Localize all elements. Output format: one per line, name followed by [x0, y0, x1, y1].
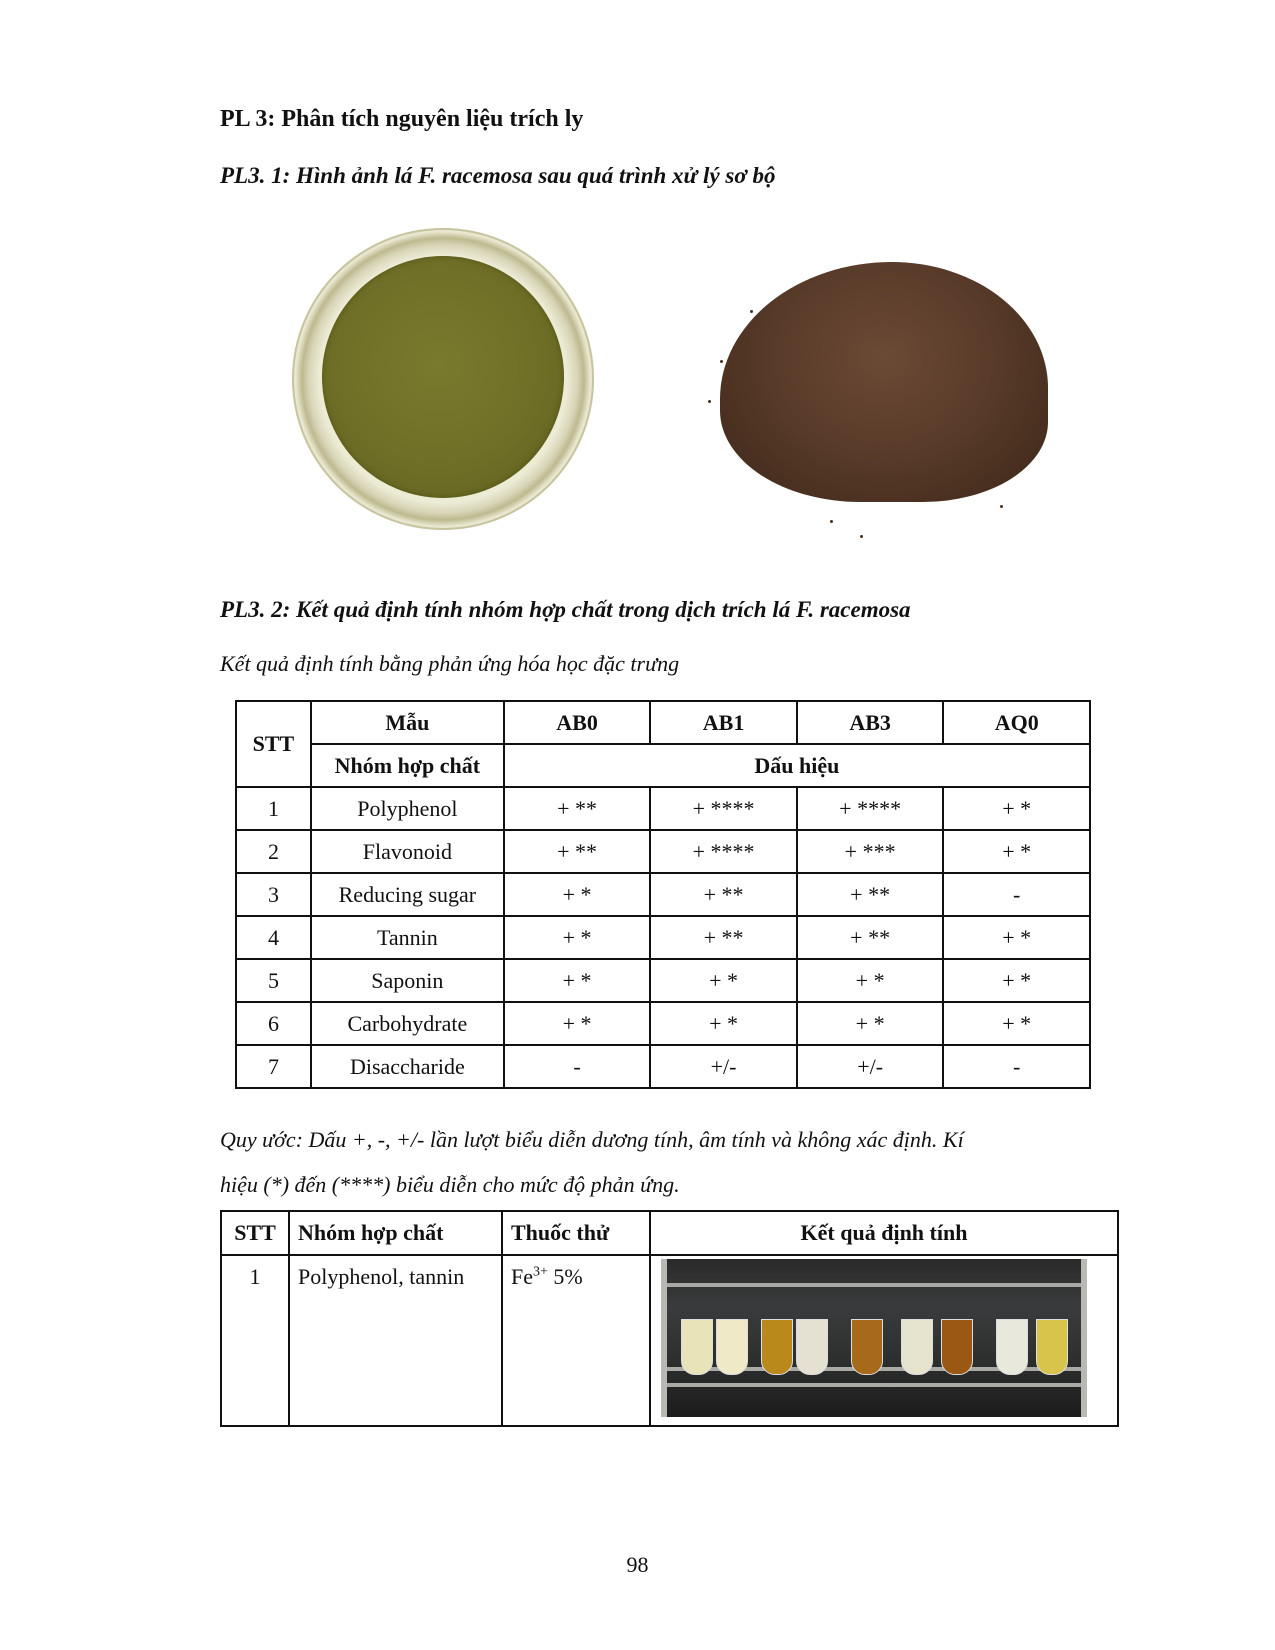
- row-compound: Reducing sugar: [311, 873, 504, 916]
- table-row: [236, 830, 1090, 873]
- legend-note-line-1: Quy ước: Dấu +, -, +/- lần lượt biểu diễn dương tính, âm tính và không xác định. Kí: [220, 1127, 964, 1152]
- figure-caption-1: PL3. 1: Hình ảnh lá F. racemosa sau quá trình xử lý sơ bộ: [220, 163, 776, 188]
- qualitative-results-table: [235, 700, 1091, 1089]
- row-sign-value: + *: [943, 959, 1090, 1002]
- row-sign-value: + *: [797, 959, 944, 1002]
- section-heading: PL 3: Phân tích nguyên liệu trích ly: [220, 106, 584, 132]
- table-subtitle: Kết quả định tính bằng phản ứng hóa học đặc trưng: [220, 651, 680, 676]
- row-sign-value: -: [943, 1045, 1090, 1088]
- signs-header: Dấu hiệu: [504, 744, 1090, 787]
- sample-header: AB1: [650, 701, 797, 744]
- row-compound: Saponin: [311, 959, 504, 1002]
- col-stt-header: STT: [221, 1211, 289, 1255]
- row-sign-value: + ****: [650, 830, 797, 873]
- row-sign-value: + ****: [797, 787, 944, 830]
- reagent-results-table: [220, 1210, 1119, 1427]
- row-sign-value: + **: [797, 873, 944, 916]
- table-row: [236, 1002, 1090, 1045]
- row-sign-value: + *: [504, 916, 650, 959]
- row-compound: Flavonoid: [311, 830, 504, 873]
- row-compound: Tannin: [311, 916, 504, 959]
- row-stt: 5: [236, 959, 311, 1002]
- row-sign-value: + *: [943, 916, 1090, 959]
- table-row: [236, 959, 1090, 1002]
- row-stt: 6: [236, 1002, 311, 1045]
- row-sign-value: + *: [797, 1002, 944, 1045]
- row-stt: 1: [221, 1255, 289, 1426]
- row-stt: 2: [236, 830, 311, 873]
- table-row: [221, 1255, 1118, 1426]
- reagent-sup: 3+: [533, 1264, 548, 1280]
- row-sign-value: + *: [650, 959, 797, 1002]
- row-compound: Carbohydrate: [311, 1002, 504, 1045]
- row-group: Polyphenol, tannin: [289, 1255, 502, 1426]
- green-powder-dish-image: [292, 228, 594, 530]
- row-stt: 3: [236, 873, 311, 916]
- row-sign-value: +/-: [797, 1045, 944, 1088]
- test-tubes-photo-cell: [650, 1255, 1118, 1426]
- table-row: [236, 916, 1090, 959]
- powder-specks: [700, 250, 1060, 550]
- row-sign-value: +/-: [650, 1045, 797, 1088]
- row-compound: Polyphenol: [311, 787, 504, 830]
- row-sign-value: + **: [504, 787, 650, 830]
- row-stt: 7: [236, 1045, 311, 1088]
- legend-note-line-2: hiệu (*) đến (****) biểu diễn cho mức độ phản ứng.: [220, 1172, 680, 1197]
- page-number: 98: [626, 1552, 649, 1577]
- figure-caption-2: PL3. 2: Kết quả định tính nhóm hợp chất trong dịch trích lá F. racemosa: [220, 597, 911, 622]
- row-sign-value: -: [943, 873, 1090, 916]
- sample-header: AQ0: [943, 701, 1090, 744]
- row-sign-value: + *: [650, 1002, 797, 1045]
- row-sign-value: + *: [504, 959, 650, 1002]
- row-compound: Disaccharide: [311, 1045, 504, 1088]
- test-tubes-image: [661, 1259, 1087, 1417]
- row-sign-value: + **: [650, 873, 797, 916]
- row-sign-value: + **: [797, 916, 944, 959]
- table-row: [236, 1045, 1090, 1088]
- col-result-header: Kết quả định tính: [650, 1211, 1118, 1255]
- row-sign-value: + *: [943, 787, 1090, 830]
- row-sign-value: + ****: [650, 787, 797, 830]
- row-sign-value: + *: [504, 1002, 650, 1045]
- sample-header: AB3: [797, 701, 944, 744]
- row-sign-value: + **: [504, 830, 650, 873]
- row-sign-value: -: [504, 1045, 650, 1088]
- sample-header: AB0: [504, 701, 650, 744]
- row-sign-value: + *: [504, 873, 650, 916]
- col-stt-header: STT: [236, 701, 311, 787]
- table-row: [236, 873, 1090, 916]
- row-sign-value: + ***: [797, 830, 944, 873]
- table-row: [236, 787, 1090, 830]
- col-reagent-header: Thuốc thử: [502, 1211, 650, 1255]
- row-sign-value: + *: [943, 1002, 1090, 1045]
- row-stt: 1: [236, 787, 311, 830]
- green-powder: [322, 256, 564, 498]
- reagent-rest: 5%: [547, 1264, 583, 1289]
- col-group-header: Nhóm hợp chất: [289, 1211, 502, 1255]
- col-group-header: Nhóm hợp chất: [311, 744, 504, 787]
- reagent-base: Fe: [511, 1264, 533, 1289]
- row-stt: 4: [236, 916, 311, 959]
- col-sample-header: Mẫu: [311, 701, 504, 744]
- row-sign-value: + **: [650, 916, 797, 959]
- row-sign-value: + *: [943, 830, 1090, 873]
- row-reagent: [502, 1255, 650, 1426]
